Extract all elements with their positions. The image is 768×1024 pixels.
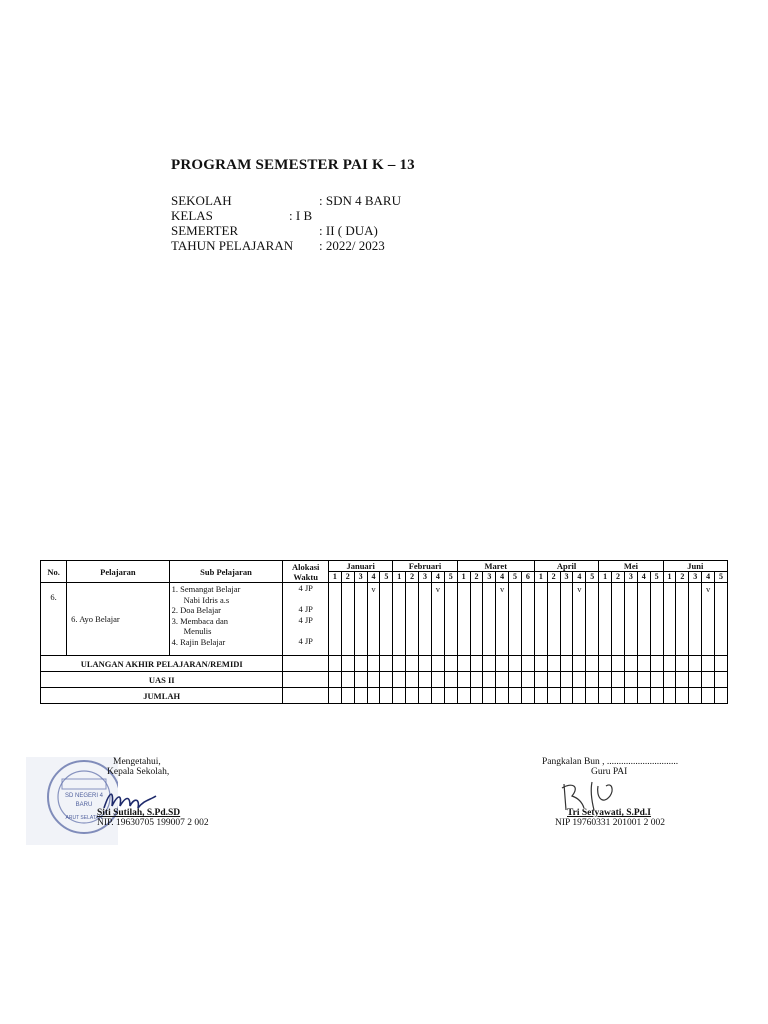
week-cell — [650, 656, 663, 672]
footer-row-label: JUMLAH — [41, 688, 283, 704]
week-cell — [419, 672, 432, 688]
week-cell — [702, 656, 715, 672]
week-cell — [637, 688, 650, 704]
week-cell — [534, 688, 547, 704]
month-header-april: April — [534, 561, 598, 572]
week-cell — [496, 672, 509, 688]
week-cell — [586, 583, 599, 656]
week-cell — [715, 688, 728, 704]
week-cell — [431, 656, 444, 672]
month-header-mei: Mei — [599, 561, 663, 572]
week-header: 2 — [547, 572, 560, 583]
week-cell — [380, 672, 393, 688]
week-cell — [586, 672, 599, 688]
header-alokasi: Alokasi Waktu — [283, 561, 329, 583]
week-header: 3 — [483, 572, 496, 583]
week-cell — [341, 688, 354, 704]
week-cell — [380, 583, 393, 656]
week-cell — [341, 656, 354, 672]
week-cell — [341, 583, 354, 656]
week-cell — [547, 583, 560, 656]
week-cell — [406, 583, 419, 656]
week-cell — [509, 583, 522, 656]
sub-pelajaran-line: 4. Rajin Belajar — [171, 636, 226, 647]
week-cell — [702, 672, 715, 688]
week-cell — [328, 672, 341, 688]
week-header: 1 — [328, 572, 341, 583]
week-header: 1 — [393, 572, 406, 583]
svg-text:ARUT SELATAN: ARUT SELATAN — [65, 815, 103, 821]
week-cell — [689, 688, 702, 704]
week-cell — [573, 672, 586, 688]
week-header: 5 — [444, 572, 457, 583]
sign-right-role: Guru PAI — [591, 767, 628, 777]
sign-right-nip: NIP 19760331 201001 2 002 — [555, 818, 665, 828]
week-cell — [650, 672, 663, 688]
sign-left-mengetahui: Mengetahui, — [113, 757, 161, 767]
week-cell — [676, 583, 689, 656]
week-cell — [328, 583, 341, 656]
week-cell — [534, 583, 547, 656]
alokasi-line: 4 JP — [298, 604, 313, 614]
week-cell — [534, 656, 547, 672]
week-header: 2 — [612, 572, 625, 583]
week-cell — [341, 672, 354, 688]
week-header: 4 — [496, 572, 509, 583]
week-cell — [637, 583, 650, 656]
week-cell — [702, 688, 715, 704]
week-cell — [328, 688, 341, 704]
alokasi-line — [283, 594, 328, 605]
week-header: 4 — [431, 572, 444, 583]
sub-pelajaran-line: 1. Semangat Belajar — [171, 584, 241, 594]
week-cell — [457, 672, 470, 688]
week-header: 2 — [470, 572, 483, 583]
week-header: 3 — [689, 572, 702, 583]
week-cell — [650, 583, 663, 656]
week-cell — [612, 688, 625, 704]
week-header: 5 — [509, 572, 522, 583]
week-cell — [573, 656, 586, 672]
week-header: 1 — [534, 572, 547, 583]
week-cell — [509, 656, 522, 672]
week-header: 5 — [650, 572, 663, 583]
week-cell — [457, 688, 470, 704]
month-header-maret: Maret — [457, 561, 534, 572]
week-cell — [637, 656, 650, 672]
week-cell — [612, 672, 625, 688]
week-header: 1 — [599, 572, 612, 583]
footer-row — [41, 656, 728, 672]
footer-alokasi-cell — [283, 656, 329, 672]
week-cell — [637, 672, 650, 688]
week-cell — [380, 656, 393, 672]
week-cell — [393, 656, 406, 672]
week-cell — [586, 688, 599, 704]
week-cell — [483, 656, 496, 672]
week-cell — [560, 688, 573, 704]
week-header: 5 — [715, 572, 728, 583]
week-header: 3 — [354, 572, 367, 583]
svg-text:BARU: BARU — [75, 802, 93, 808]
document-title: PROGRAM SEMESTER PAI K – 13 — [171, 157, 415, 173]
sekolah-label: SEKOLAH — [171, 193, 232, 208]
week-cell — [663, 688, 676, 704]
week-cell — [444, 583, 457, 656]
week-cell — [715, 583, 728, 656]
week-header: 4 — [573, 572, 586, 583]
week-cell — [431, 672, 444, 688]
sekolah-value: : SDN 4 BARU — [319, 193, 401, 208]
kelas-value: : I B — [289, 208, 313, 223]
sub-pelajaran-line: Nabi Idris a.s — [183, 594, 230, 605]
week-cell — [470, 656, 483, 672]
week-cell-mark: v — [702, 583, 715, 656]
week-cell — [599, 688, 612, 704]
week-cell — [547, 672, 560, 688]
week-cell — [419, 688, 432, 704]
week-cell — [560, 672, 573, 688]
week-cell — [547, 688, 560, 704]
week-cell — [599, 672, 612, 688]
kelas-label: KELAS — [171, 208, 213, 223]
footer-alokasi-cell — [283, 688, 329, 704]
footer-row-label: ULANGAN AKHIR PELAJARAN/REMIDI — [41, 656, 283, 672]
week-header: 4 — [637, 572, 650, 583]
week-cell — [393, 672, 406, 688]
week-cell — [586, 656, 599, 672]
sub-pelajaran-line: Menulis — [183, 626, 212, 636]
week-header: 2 — [676, 572, 689, 583]
week-cell — [470, 672, 483, 688]
row-sub-pelajaran — [169, 583, 283, 656]
week-cell — [521, 656, 534, 672]
sub-pelajaran-line: 2. Doa Belajar — [171, 605, 221, 615]
week-cell-mark: v — [431, 583, 444, 656]
sign-left-name: Siti Sutilah, S.Pd.SD — [97, 808, 181, 818]
week-cell — [380, 688, 393, 704]
week-cell — [612, 583, 625, 656]
month-header-februari: Februari — [393, 561, 457, 572]
week-cell — [367, 656, 380, 672]
week-cell — [483, 672, 496, 688]
week-cell — [483, 583, 496, 656]
week-cell — [599, 656, 612, 672]
week-cell — [496, 688, 509, 704]
week-cell — [599, 583, 612, 656]
month-header-januari: Januari — [328, 561, 392, 572]
week-cell — [457, 656, 470, 672]
row-no: 6. — [41, 583, 67, 656]
week-cell — [354, 656, 367, 672]
week-cell — [509, 672, 522, 688]
week-cell — [624, 583, 637, 656]
sign-left-nip: NIP. 19630705 199007 2 002 — [97, 818, 209, 828]
week-cell — [689, 656, 702, 672]
week-header: 2 — [406, 572, 419, 583]
week-cell — [663, 672, 676, 688]
week-cell — [521, 583, 534, 656]
week-cell — [547, 656, 560, 672]
week-cell — [689, 672, 702, 688]
week-header: 2 — [341, 572, 354, 583]
week-cell — [393, 688, 406, 704]
sub-pelajaran-line: 3. Membaca dan — [171, 615, 229, 626]
alokasi-line — [283, 625, 328, 636]
week-cell — [470, 583, 483, 656]
week-cell — [470, 688, 483, 704]
alokasi-line: 4 JP — [298, 635, 313, 646]
week-cell — [483, 688, 496, 704]
week-cell — [676, 672, 689, 688]
week-cell — [676, 688, 689, 704]
week-cell — [457, 583, 470, 656]
week-cell — [624, 656, 637, 672]
week-cell — [573, 688, 586, 704]
week-cell — [367, 672, 380, 688]
week-cell — [367, 688, 380, 704]
week-header: 1 — [457, 572, 470, 583]
week-cell — [715, 656, 728, 672]
footer-row — [41, 688, 728, 704]
sign-left-kepala-sekolah: Kepala Sekolah, — [107, 767, 170, 777]
week-header: 6 — [521, 572, 534, 583]
week-header: 3 — [560, 572, 573, 583]
week-cell — [406, 672, 419, 688]
week-cell — [444, 672, 457, 688]
week-cell — [560, 656, 573, 672]
footer-alokasi-cell — [283, 672, 329, 688]
week-header: 3 — [624, 572, 637, 583]
week-cell — [521, 688, 534, 704]
week-cell — [444, 688, 457, 704]
week-cell — [612, 656, 625, 672]
header-pelajaran: Pelajaran — [67, 561, 169, 583]
week-header: 5 — [380, 572, 393, 583]
week-cell — [393, 583, 406, 656]
row-pelajaran: 6. Ayo Belajar — [67, 583, 169, 656]
week-header: 4 — [367, 572, 380, 583]
week-cell — [534, 672, 547, 688]
week-cell — [431, 688, 444, 704]
week-cell-mark: v — [367, 583, 380, 656]
week-cell — [689, 583, 702, 656]
week-cell — [650, 688, 663, 704]
week-header: 3 — [419, 572, 432, 583]
sign-right-place-date: Pangkalan Bun , .............................. — [542, 757, 679, 767]
week-cell — [509, 688, 522, 704]
tahun-value: : 2022/ 2023 — [319, 238, 385, 253]
week-cell — [521, 672, 534, 688]
row-alokasi — [283, 583, 329, 656]
week-header: 4 — [702, 572, 715, 583]
sign-right-name: Tri Setyawati, S.Pd.I — [567, 808, 652, 818]
week-cell — [328, 656, 341, 672]
week-cell — [419, 656, 432, 672]
week-cell — [354, 672, 367, 688]
week-cell — [624, 688, 637, 704]
week-cell — [406, 656, 419, 672]
semester-program-table — [40, 560, 728, 704]
week-cell — [444, 656, 457, 672]
svg-text:SD NEGERI 4: SD NEGERI 4 — [64, 793, 104, 799]
week-cell — [354, 688, 367, 704]
semester-label: SEMERTER — [171, 223, 239, 238]
week-cell — [419, 583, 432, 656]
footer-row-label: UAS II — [41, 672, 283, 688]
semester-value: : II ( DUA) — [319, 223, 378, 238]
alokasi-line: 4 JP — [298, 583, 313, 593]
week-header: 1 — [663, 572, 676, 583]
week-cell — [406, 688, 419, 704]
month-header-juni: Juni — [663, 561, 727, 572]
week-header: 5 — [586, 572, 599, 583]
footer-row — [41, 672, 728, 688]
week-cell — [624, 672, 637, 688]
week-cell-mark: v — [496, 583, 509, 656]
header-no: No. — [41, 561, 67, 583]
week-cell — [676, 656, 689, 672]
week-cell-mark: v — [573, 583, 586, 656]
week-cell — [496, 656, 509, 672]
week-cell — [560, 583, 573, 656]
alokasi-line: 4 JP — [298, 614, 313, 625]
week-cell — [663, 656, 676, 672]
week-cell — [715, 672, 728, 688]
week-cell — [663, 583, 676, 656]
week-cell — [354, 583, 367, 656]
tahun-label: TAHUN PELAJARAN — [171, 238, 294, 253]
header-sub-pelajaran: Sub Pelajaran — [169, 561, 283, 583]
